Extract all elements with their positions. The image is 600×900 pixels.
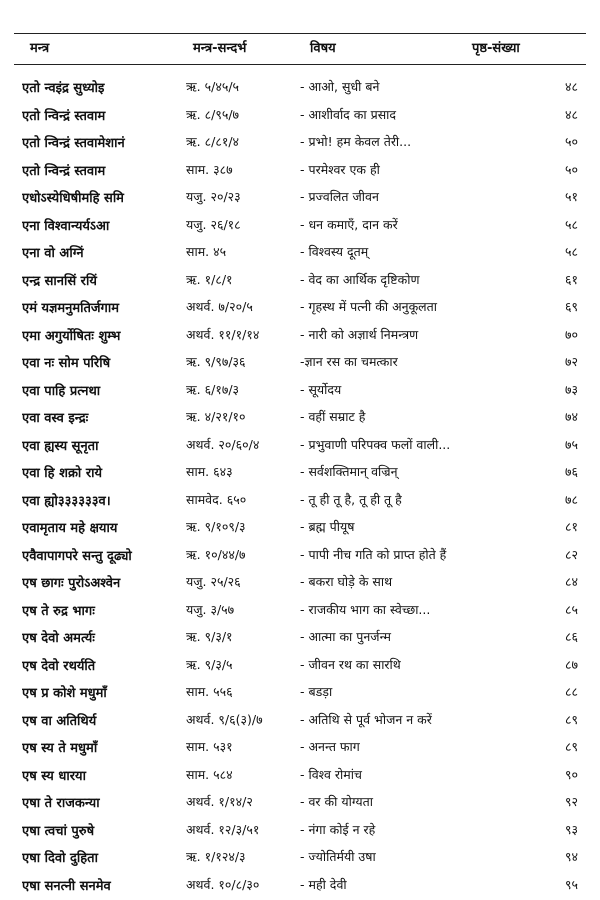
page-number-cell: ६१ bbox=[564, 271, 578, 287]
table-row bbox=[0, 375, 600, 403]
reference-cell: अथर्व. २०/६०/४ bbox=[186, 436, 260, 452]
mantra-cell: एषा ते राजकन्या bbox=[22, 796, 100, 811]
table-row bbox=[0, 622, 600, 650]
subject-cell: -ज्ञान रस का चमत्कार bbox=[300, 354, 398, 369]
subject-cell: - जीवन रथ का सारथि bbox=[300, 656, 401, 672]
table-row bbox=[0, 457, 600, 485]
table-row bbox=[0, 787, 600, 815]
reference-cell: साम. ३८७ bbox=[186, 161, 233, 177]
reference-cell: ऋ. ४/२१/१० bbox=[186, 409, 246, 424]
subject-cell: - ब्रह्म पीयूष bbox=[300, 519, 355, 534]
table-row bbox=[0, 292, 600, 320]
table-row bbox=[0, 540, 600, 568]
page-number-cell: ९४ bbox=[564, 849, 578, 864]
table-row bbox=[0, 842, 600, 870]
mantra-cell: एतो न्विन्द्रं स्तवाम bbox=[22, 108, 106, 124]
mantra-cell: एवामृताय महे क्षयाय bbox=[22, 521, 118, 536]
mantra-cell: एन्द्र सानसिं रयिं bbox=[22, 273, 97, 289]
mantra-cell: एवा ह्यस्य सूनृता bbox=[22, 438, 99, 454]
subject-cell: - राजकीय भाग का स्वेच्छा... bbox=[300, 601, 431, 617]
page-number-cell: ४८ bbox=[564, 106, 578, 122]
subject-cell: - अनन्त फाग bbox=[300, 739, 360, 754]
page-number-cell: ७२ bbox=[564, 354, 578, 369]
subject-cell: - प्रज्वलित जीवन bbox=[300, 189, 379, 204]
subject-cell: - अतिथि से पूर्व भोजन न करें bbox=[300, 711, 432, 727]
reference-cell: ऋ. ८/८१/४ bbox=[186, 134, 240, 149]
mantra-cell: एष प्र कोशे मधुमाँ bbox=[22, 686, 107, 701]
subject-cell: - विश्वस्य दूतम् bbox=[300, 244, 369, 259]
page-number-cell: ९५ bbox=[564, 876, 578, 892]
subject-cell: - आओ, सुधी बने bbox=[300, 79, 380, 94]
mantra-cell: एमा अगुर्योषितः शुम्भ bbox=[22, 328, 121, 344]
mantra-cell: एष छागः पुरोऽअश्वेन bbox=[22, 576, 121, 591]
table-row bbox=[0, 677, 600, 705]
reference-cell: यजु. २६/१८ bbox=[186, 216, 241, 232]
header-mantra: मन्त्र bbox=[30, 41, 50, 56]
reference-cell: अथर्व. ११/१/१४ bbox=[186, 326, 260, 342]
subject-cell: - प्रभो! हम केवल तेरी... bbox=[300, 134, 412, 149]
page-number-cell: ७० bbox=[564, 326, 578, 342]
subject-cell: - वहीं सम्राट है bbox=[300, 409, 366, 424]
subject-cell: - गृहस्थ में पत्नी की अनुकूलता bbox=[300, 299, 438, 314]
reference-cell: ऋ. ६/१७/३ bbox=[186, 381, 240, 397]
reference-cell: सामवेद. ६५० bbox=[186, 491, 247, 507]
table-row bbox=[0, 320, 600, 348]
reference-cell: अथर्व. ९/६(३)/७ bbox=[186, 711, 263, 727]
mantra-cell: एष देवो अमर्त्यः bbox=[22, 631, 95, 646]
mantra-cell: एधोऽस्येधिषीमहि समि bbox=[22, 191, 124, 206]
reference-cell: ऋ. ९/१०९/३ bbox=[186, 519, 246, 534]
mantra-cell: एना वो अग्निं bbox=[22, 246, 84, 261]
subject-cell: - तू ही तू है, तू ही तू है bbox=[300, 491, 402, 507]
reference-cell: अथर्व. ७/२०/५ bbox=[186, 299, 253, 314]
mantra-cell: एतो न्विन्द्रं स्तवाम bbox=[22, 163, 106, 179]
reference-cell: यजु. २५/२६ bbox=[186, 574, 241, 589]
page-number-cell: ७३ bbox=[564, 381, 578, 397]
reference-cell: साम. ५८४ bbox=[186, 766, 233, 782]
page-number-cell: ८८ bbox=[564, 684, 578, 699]
reference-cell: ऋ. ९/९७/३६ bbox=[186, 354, 246, 369]
reference-cell: अथर्व. १२/३/५१ bbox=[186, 821, 260, 837]
reference-cell: ऋ. १०/४४/७ bbox=[186, 546, 246, 562]
table-row bbox=[0, 760, 600, 788]
page-number-cell: ९० bbox=[564, 766, 578, 782]
page-number-cell: ४८ bbox=[564, 79, 578, 94]
subject-cell: - ज्योतिर्मयी उषा bbox=[300, 849, 376, 864]
reference-cell: साम. ४५ bbox=[186, 244, 227, 259]
subject-cell: - प्रभुवाणी परिपक्व फलों वाली... bbox=[300, 436, 451, 452]
subject-cell: - परमेश्वर एक ही bbox=[300, 161, 380, 177]
page-number-cell: ६९ bbox=[564, 299, 578, 314]
subject-cell: - नारी को अज्ञार्थ निमन्त्रण bbox=[300, 326, 419, 342]
reference-cell: ऋ. ५/४५/५ bbox=[186, 79, 240, 94]
mantra-cell: एवा वस्व इन्द्रः bbox=[22, 411, 89, 426]
reference-cell: ऋ. १/८/१ bbox=[186, 271, 233, 287]
page-number-cell: ७८ bbox=[564, 491, 578, 507]
table-row bbox=[0, 870, 600, 898]
page-number-cell: ८९ bbox=[564, 739, 578, 754]
table-row bbox=[0, 512, 600, 540]
mantra-cell: एषा सनत्नी सनमेव bbox=[22, 878, 111, 894]
page-number-cell: ८१ bbox=[564, 519, 578, 534]
subject-cell: - सूर्योदय bbox=[300, 381, 342, 397]
reference-cell: ऋ. ९/३/५ bbox=[186, 656, 233, 672]
header-bottom-rule bbox=[14, 64, 586, 65]
mantra-cell: एवा ह्यो३३३३३३व। bbox=[22, 493, 111, 509]
mantra-cell: एना विश्वान्यर्यऽआ bbox=[22, 218, 110, 234]
reference-cell: अथर्व. १/१४/२ bbox=[186, 794, 253, 809]
subject-cell: - सर्वशक्तिमान् वज्रिन् bbox=[300, 464, 398, 479]
page-number-cell: ५८ bbox=[564, 216, 578, 232]
subject-cell: - बकरा घोड़े के साथ bbox=[300, 574, 393, 589]
header-subject: विषय bbox=[310, 41, 336, 56]
reference-cell: साम. ५५६ bbox=[186, 684, 233, 699]
mantra-cell: एष देवो रथर्यति bbox=[22, 658, 96, 674]
table-row bbox=[0, 485, 600, 513]
page-number-cell: ८४ bbox=[564, 574, 578, 589]
page-number-cell: ५८ bbox=[564, 244, 578, 259]
reference-cell: साम. ६४३ bbox=[186, 464, 233, 479]
table-row bbox=[0, 347, 600, 375]
page-number-cell: ५० bbox=[564, 161, 578, 177]
mantra-cell: एष स्य ते मधुमाँ bbox=[22, 741, 98, 756]
subject-cell: - विश्व रोमांच bbox=[300, 766, 362, 782]
reference-cell: साम. ५३१ bbox=[186, 739, 233, 754]
table-row bbox=[0, 732, 600, 760]
mantra-cell: एतो न्विन्द्रं स्तवामेशानं bbox=[22, 136, 125, 151]
page-number-cell: ७५ bbox=[564, 436, 578, 452]
page-number-cell: ९३ bbox=[564, 821, 578, 837]
page-number-cell: ८६ bbox=[564, 629, 578, 644]
table-row bbox=[0, 567, 600, 595]
page-number-cell: ८५ bbox=[564, 601, 578, 617]
page-number-cell: ८७ bbox=[564, 656, 578, 672]
page-number-cell: ७६ bbox=[564, 464, 578, 479]
reference-cell: ऋ. १/१२४/३ bbox=[186, 849, 246, 864]
header-top-rule bbox=[14, 33, 586, 34]
mantra-cell: एवा नः सोम परिषि bbox=[22, 356, 111, 371]
reference-cell: यजु. ३/५७ bbox=[186, 601, 235, 617]
mantra-cell: एतो न्वइंद्र सुध्योइ bbox=[22, 81, 105, 96]
table-row bbox=[0, 182, 600, 210]
page-number-cell: ७४ bbox=[564, 409, 578, 424]
subject-cell: - नंगा कोई न रहे bbox=[300, 821, 376, 837]
mantra-cell: एवा हि शक्रो राये bbox=[22, 466, 103, 481]
reference-cell: अथर्व. १०/८/३० bbox=[186, 876, 260, 892]
subject-cell: - धन कमाएँ, दान करें bbox=[300, 216, 398, 232]
page-number-cell: ८२ bbox=[564, 546, 578, 562]
reference-cell: ऋ. ८/९५/७ bbox=[186, 106, 240, 122]
mantra-cell: एषा त्वचां पुरुषे bbox=[22, 823, 95, 839]
table-row bbox=[0, 155, 600, 183]
reference-cell: यजु. २०/२३ bbox=[186, 189, 241, 204]
table-row bbox=[0, 265, 600, 293]
reference-cell: ऋ. ९/३/१ bbox=[186, 629, 233, 644]
subject-cell: - वेद का आर्थिक दृष्टिकोण bbox=[300, 271, 420, 287]
table-row bbox=[0, 705, 600, 733]
mantra-cell: एवा पाहि प्रत्नथा bbox=[22, 383, 101, 399]
mantra-cell: एष स्य धारया bbox=[22, 768, 86, 784]
subject-cell: - वर की योग्यता bbox=[300, 794, 373, 809]
subject-cell: - आत्मा का पुनर्जन्म bbox=[300, 629, 392, 644]
page-number-cell: ५१ bbox=[564, 189, 578, 204]
subject-cell: - पापी नीच गति को प्राप्त होते हैं bbox=[300, 546, 447, 562]
table-row bbox=[0, 815, 600, 843]
mantra-cell: एवैवापागपरे सन्तु दूढ्यो bbox=[22, 548, 132, 564]
table-row bbox=[0, 127, 600, 155]
table-row bbox=[0, 72, 600, 100]
subject-cell: - बडड़ा bbox=[300, 684, 333, 699]
mantra-cell: एमं यज्ञमनुमतिर्जगाम bbox=[22, 301, 120, 316]
page-number-cell: ५० bbox=[564, 134, 578, 149]
mantra-cell: एष ते रुद्र भागः bbox=[22, 603, 95, 619]
table-row bbox=[0, 650, 600, 678]
table-row bbox=[0, 402, 600, 430]
page-number-cell: ८९ bbox=[564, 711, 578, 727]
index-table-body bbox=[0, 72, 600, 897]
subject-cell: - आशीर्वाद का प्रसाद bbox=[300, 106, 397, 122]
table-row bbox=[0, 237, 600, 265]
table-row bbox=[0, 100, 600, 128]
header-reference: मन्त्र-सन्दर्भ bbox=[193, 41, 247, 56]
table-row bbox=[0, 210, 600, 238]
subject-cell: - मही देवी bbox=[300, 876, 347, 892]
mantra-cell: एष वा अतिथिर्य bbox=[22, 713, 97, 729]
mantra-cell: एषा दिवो दुहिता bbox=[22, 851, 98, 866]
page-number-cell: ९२ bbox=[564, 794, 578, 809]
table-row bbox=[0, 430, 600, 458]
header-page-number: पृष्ठ-संख्या bbox=[472, 41, 520, 56]
table-row bbox=[0, 595, 600, 623]
